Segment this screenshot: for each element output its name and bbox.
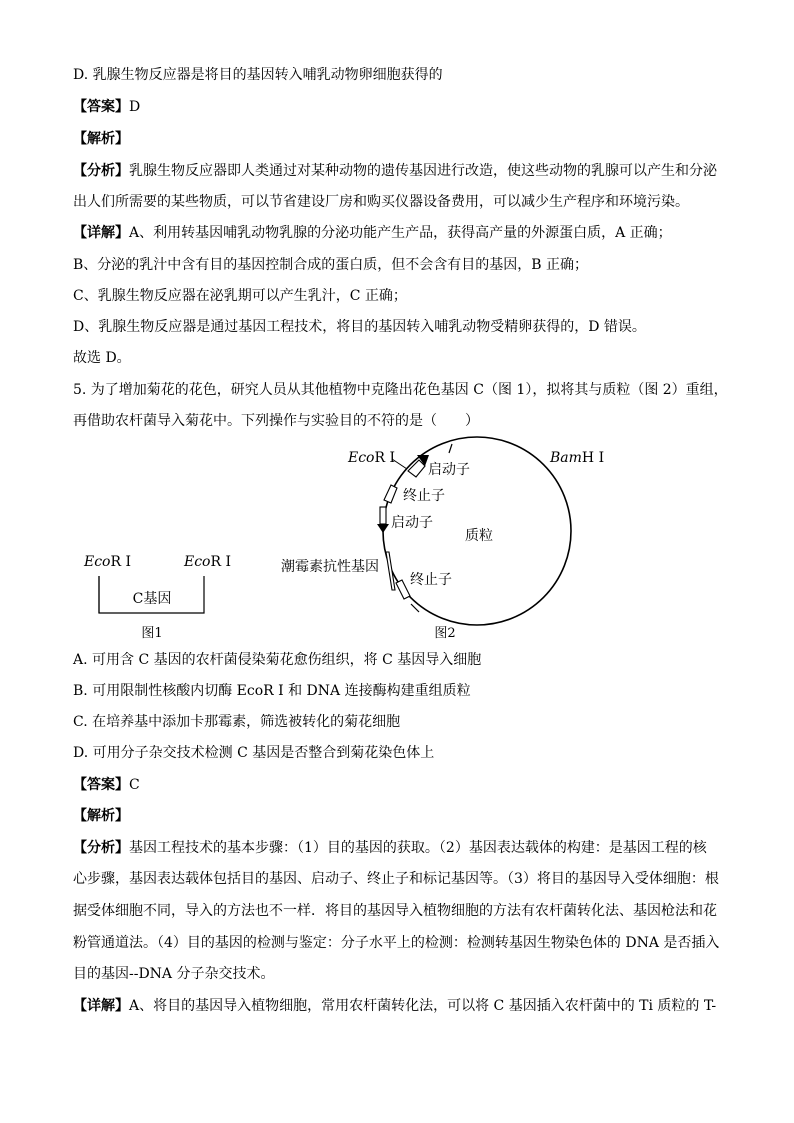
q5-fenxi-line-5: 目的基因--DNA 分子杂交技术。: [73, 966, 275, 982]
choose-line: 故选 D。: [73, 350, 131, 366]
detail-tag: 【详解】: [73, 225, 129, 241]
terminator-1-box: [384, 485, 397, 503]
terminator-1-label: 终止子: [403, 488, 445, 504]
q5-stem-2: 再借助农杆菌导入菊花中。下列操作与实验目的不符的是（ ）: [73, 413, 479, 429]
option-d: D. 可用分子杂交技术检测 C 基因是否整合到菊花染色体上: [73, 745, 435, 761]
fenxi-tag: 【分析】: [73, 163, 129, 179]
fig1-ecori-left-label: EcoR I: [84, 554, 132, 570]
option-a: A. 可用含 C 基因的农杆菌侵染菊花愈伤组织，将 C 基因导入细胞: [73, 652, 482, 668]
q5-stem-1: 5. 为了增加菊花的花色，研究人员从其他植物中克隆出花色基因 C（图 1），拟将其与质粒（图 2）重组，: [73, 382, 728, 398]
detail-line-b: B、分泌的乳汁中含有目的基因控制合成的蛋白质，但不会含有目的基因，B 正确；: [73, 257, 589, 273]
answer-tag: 【答案】: [73, 99, 129, 115]
fig2-ecori-label: EcoR I: [348, 450, 396, 466]
figure-1: [83, 554, 231, 641]
q5-analysis-heading: 【解析】: [73, 808, 129, 824]
figure-2: [281, 437, 604, 641]
detail-line-d: D、乳腺生物反应器是通过基因工程技术，将目的基因转入哺乳动物受精卵获得的，D 错误。: [73, 319, 646, 335]
site-tick-lower: [411, 604, 419, 612]
q5-fenxi-text-1: 基因工程技术的基本步骤：（1）目的基因的获取。（2）基因表达载体的构建：是基因工程的核: [129, 840, 707, 856]
resistance-gene-label: 潮霉素抗性基因: [281, 559, 379, 575]
fig1-ecori-right-label: EcoR I: [184, 554, 232, 570]
answer-value: D: [129, 99, 141, 115]
q5-detail-line-a: [73, 997, 716, 1015]
promoter-2-label: 启动子: [391, 515, 433, 531]
promoter-2-arrow: [377, 507, 389, 533]
option-c: C. 在培养基中添加卡那霉素，筛选被转化的菊花细胞: [73, 714, 401, 730]
terminator-2-box: [396, 580, 410, 599]
resistance-gene-box: [386, 552, 395, 590]
plasmid-label: 质粒: [465, 528, 493, 544]
fig1-caption: 图1: [141, 626, 163, 641]
q5-answer-tag: 【答案】: [73, 777, 129, 793]
q5-fenxi-line-4: 粉管通道法。（4）目的基因的检测与鉴定：分子水平上的检测：检测转基因生物染色体的 DNA 是否插入: [73, 935, 720, 951]
detail-text-a: A、利用转基因哺乳动物乳腺的分泌功能产生产品，获得高产量的外源蛋白质，A 正确；: [129, 225, 672, 241]
q5-fenxi-line-2: 心步骤，基因表达载体包括目的基因、启动子、终止子和标记基因等。（3）将目的基因导入受体细胞：根: [73, 871, 719, 887]
option-d-prev: D. 乳腺生物反应器是将目的基因转入哺乳动物卵细胞获得的: [73, 67, 443, 83]
fenxi-text-1: 乳腺生物反应器即人类通过对某种动物的遗传基因进行改造，使这些动物的乳腺可以产生和分泌: [129, 163, 717, 179]
fig2-caption: 图2: [434, 626, 456, 641]
q5-answer-line: [73, 776, 140, 794]
q5-detail-tag: 【详解】: [73, 998, 129, 1014]
terminator-2-label: 终止子: [410, 572, 452, 588]
fig2-bamhi-label: BamH I: [550, 450, 605, 466]
analysis-heading: 【解析】: [73, 131, 129, 147]
q5-fenxi-line-1: [73, 839, 707, 857]
q5-detail-text-a: A、将目的基因导入植物细胞，常用农杆菌转化法，可以将 C 基因插入农杆菌中的 Ti 质粒的 T-: [129, 998, 717, 1014]
ecori-site-tick: [449, 444, 452, 453]
option-b: B. 可用限制性核酸内切酶 EcoR I 和 DNA 连接酶构建重组质粒: [73, 683, 471, 699]
promoter-1-label: 启动子: [428, 462, 470, 478]
c-gene-label: C基因: [132, 591, 172, 607]
fenxi-line-2: 出人们所需要的某些物质，可以节省建设厂房和购买仪器设备费用，可以减少生产程序和环境污染。: [73, 194, 689, 210]
q5-fenxi-line-3: 据受体细胞不同，导入的方法也不一样．将目的基因导入植物细胞的方法有农杆菌转化法、基因枪法和花: [73, 903, 717, 919]
q5-fenxi-tag: 【分析】: [73, 840, 129, 856]
detail-line-c: C、乳腺生物反应器在泌乳期可以产生乳汁，C 正确；: [73, 288, 407, 304]
q5-answer-value: C: [129, 777, 140, 793]
